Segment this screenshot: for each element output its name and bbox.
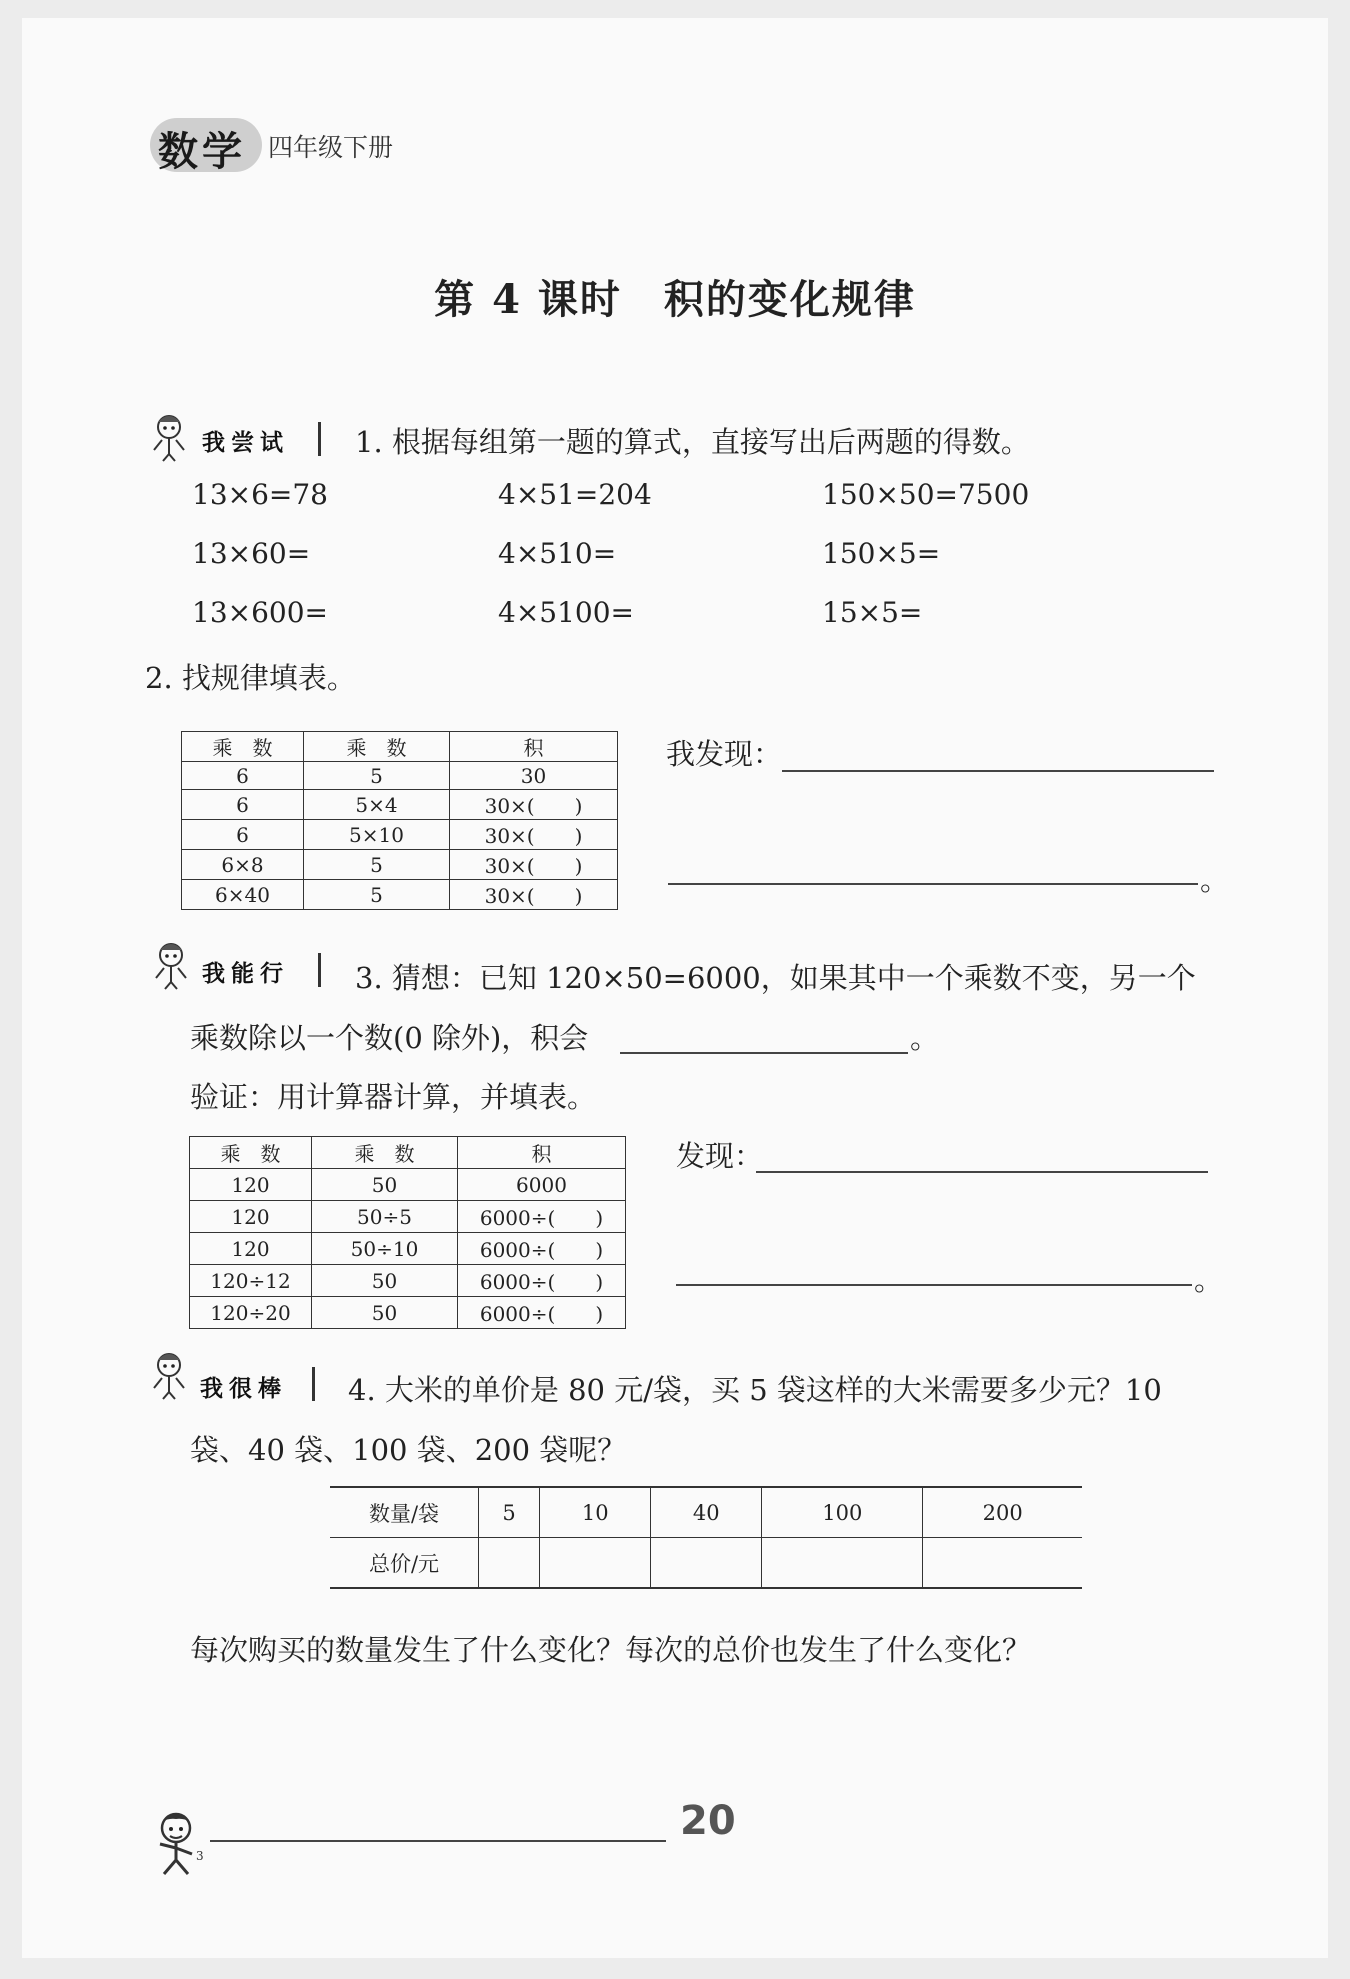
total-cell[interactable] — [540, 1538, 651, 1589]
q3-table — [189, 1136, 626, 1329]
table-cell: 5 — [479, 1487, 540, 1538]
q3-line1: 3. 猜想：已知 120×50=6000，如果其中一个乘数不变，另一个 — [355, 961, 1196, 995]
q3-answer-line[interactable] — [756, 1171, 1208, 1173]
eq-cell: 4×510= — [498, 537, 617, 570]
table-cell: 30×( ) — [450, 880, 618, 910]
table-cell: 120 — [190, 1169, 312, 1201]
table-cell: 120 — [190, 1201, 312, 1233]
total-cell[interactable] — [479, 1538, 540, 1589]
badge-try: 我尝试 — [202, 430, 289, 456]
table-cell: 6×8 — [182, 850, 304, 880]
total-cell[interactable] — [651, 1538, 762, 1589]
cartoon-girl-icon — [148, 1350, 190, 1400]
q2-discover-label: 我发现： — [666, 737, 783, 771]
eq-cell: 15×5= — [822, 596, 923, 629]
eq-cell: 13×600= — [192, 596, 328, 629]
table-header: 积 — [450, 732, 618, 762]
badge-divider — [318, 953, 321, 987]
table-cell: 6 — [182, 820, 304, 850]
table-cell: 6000÷( ) — [458, 1233, 626, 1265]
table-cell: 6×40 — [182, 880, 304, 910]
table-header: 乘 数 — [190, 1137, 312, 1169]
table-cell: 40 — [651, 1487, 762, 1538]
q3-answer-line[interactable] — [676, 1284, 1192, 1286]
table-cell: 6 — [182, 762, 304, 790]
q3-line2-end: 。 — [910, 1021, 940, 1055]
q2-end-mark: 。 — [1200, 863, 1230, 897]
table-cell: 120÷12 — [190, 1265, 312, 1297]
badge-can: 我能行 — [202, 961, 289, 987]
table-header: 乘 数 — [304, 732, 450, 762]
table-cell: 200 — [923, 1487, 1082, 1538]
table-cell: 100 — [762, 1487, 923, 1538]
q2-answer-line[interactable] — [668, 883, 1198, 885]
table-cell: 6 — [182, 790, 304, 820]
table-cell: 6000÷( ) — [458, 1265, 626, 1297]
table-cell: 6000 — [458, 1169, 626, 1201]
badge-divider — [312, 1367, 315, 1401]
total-cell[interactable] — [762, 1538, 923, 1589]
table-cell: 5 — [304, 762, 450, 790]
cartoon-girl-icon — [148, 412, 190, 462]
table-cell: 120÷20 — [190, 1297, 312, 1329]
q3-guess-line[interactable] — [620, 1052, 908, 1054]
table-cell: 5 — [304, 850, 450, 880]
eq-cell: 150×50=7500 — [822, 478, 1030, 511]
badge-great: 我很棒 — [200, 1376, 287, 1402]
q3-verify: 验证：用计算器计算，并填表。 — [190, 1080, 597, 1114]
table-header: 积 — [458, 1137, 626, 1169]
table-cell: 50÷5 — [312, 1201, 458, 1233]
table-cell: 120 — [190, 1233, 312, 1265]
table-cell: 5×10 — [304, 820, 450, 850]
total-cell[interactable] — [923, 1538, 1082, 1589]
table-cell: 10 — [540, 1487, 651, 1538]
eq-cell: 150×5= — [822, 537, 941, 570]
table-row-label: 总价/元 — [330, 1538, 479, 1589]
q4-question: 每次购买的数量发生了什么变化？每次的总价也发生了什么变化？ — [190, 1633, 1032, 1667]
footer-rule — [210, 1840, 666, 1842]
lesson-title: 第 4 课时 积的变化规律 — [434, 276, 916, 323]
table-header: 乘 数 — [312, 1137, 458, 1169]
q2-table — [181, 731, 618, 910]
table-cell: 5 — [304, 880, 450, 910]
table-cell: 50 — [312, 1265, 458, 1297]
table-cell: 50 — [312, 1297, 458, 1329]
table-cell: 30 — [450, 762, 618, 790]
eq-cell: 13×60= — [192, 537, 311, 570]
table-cell: 50 — [312, 1169, 458, 1201]
subject-badge — [150, 118, 262, 175]
table-cell: 5×4 — [304, 790, 450, 820]
q4-table — [330, 1486, 1082, 1589]
q3-discover-label: 发现： — [676, 1139, 764, 1173]
q2-prompt: 2. 找规律填表。 — [145, 661, 356, 695]
table-cell: 6000÷( ) — [458, 1297, 626, 1329]
table-cell: 30×( ) — [450, 850, 618, 880]
cartoon-mascot-icon — [146, 1808, 208, 1880]
cartoon-girl-icon — [150, 940, 192, 990]
q3-end-mark: 。 — [1194, 1263, 1224, 1297]
eq-cell: 4×5100= — [498, 596, 634, 629]
q4-line2: 袋、40 袋、100 袋、200 袋呢？ — [190, 1433, 627, 1467]
table-row-label: 数量/袋 — [330, 1487, 479, 1538]
page-number: 20 — [680, 1798, 736, 1844]
table-cell: 30×( ) — [450, 790, 618, 820]
q1-prompt: 1. 根据每组第一题的算式，直接写出后两题的得数。 — [355, 425, 1030, 459]
eq-cell: 4×51=204 — [498, 478, 652, 511]
eq-cell: 13×6=78 — [192, 478, 328, 511]
table-cell: 30×( ) — [450, 820, 618, 850]
q4-line1: 4. 大米的单价是 80 元/袋，买 5 袋这样的大米需要多少元？10 — [348, 1373, 1162, 1407]
table-cell: 50÷10 — [312, 1233, 458, 1265]
q2-answer-line[interactable] — [782, 770, 1214, 772]
subject-label: 数学 — [158, 129, 246, 175]
grade-label: 四年级下册 — [268, 133, 394, 162]
table-cell: 6000÷( ) — [458, 1201, 626, 1233]
svg-text:3: 3 — [196, 1849, 204, 1863]
table-header: 乘 数 — [182, 732, 304, 762]
badge-divider — [318, 422, 321, 456]
q3-line2: 乘数除以一个数(0 除外)，积会 — [190, 1021, 589, 1055]
